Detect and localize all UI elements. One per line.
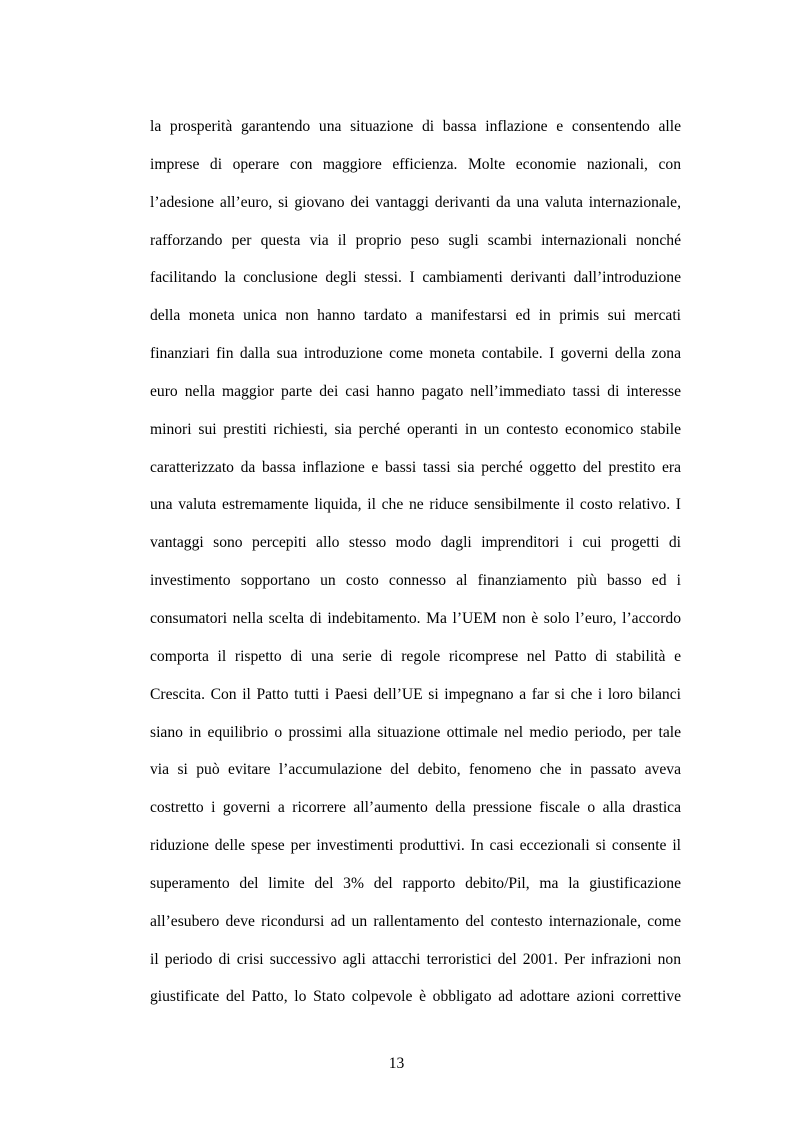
text-line: comporta il rispetto di una serie di regole ricomprese nel Patto di stabilità e [150,647,681,665]
text-line: il periodo di crisi successivo agli attacchi terroristici del 2001. Per infrazioni non [150,950,681,968]
text-line: la prosperità garantendo una situazione di bassa inflazione e consentendo alle [150,118,681,135]
text-line: all’esubero deve ricondursi ad un rallentamento del contesto internazionale, come [150,912,681,930]
text-line: Crescita. Con il Patto tutti i Paesi dell’UE si impegnano a far si che i loro bilanci [150,685,681,703]
text-line: giustificate del Patto, lo Stato colpevole è obbligato ad adottare azioni correttive [150,988,681,1006]
text-line: rafforzando per questa via il proprio peso sugli scambi internazionali nonché [150,231,681,249]
text-line: siano in equilibrio o prossimi alla situazione ottimale nel medio periodo, per tale [150,723,681,741]
text-line: della moneta unica non hanno tardato a manifestarsi ed in primis sui mercati [150,307,681,325]
text-line: consumatori nella scelta di indebitamento. Ma l’UEM non è solo l’euro, l’accordo [150,609,681,627]
text-line: investimento sopportano un costo connesso al finanziamento più basso ed i [150,572,681,590]
text-line: l’adesione all’euro, si giovano dei vantaggi derivanti da una valuta internazionale, [150,193,681,211]
text-line: superamento del limite del 3% del rapporto debito/Pil, ma la giustificazione [150,874,681,892]
text-line: costretto i governi a ricorrere all’aumento della pressione fiscale o alla drastica [150,799,681,817]
body-paragraph [150,114,681,1022]
text-line: facilitando la conclusione degli stessi. I cambiamenti derivanti dall’introduzione [150,269,681,287]
page-number: 13 [388,1055,405,1072]
text-line: via si può evitare l’accumulazione del debito, fenomeno che in passato aveva [150,761,681,779]
text-line: vantaggi sono percepiti allo stesso modo dagli imprenditori i cui progetti di [150,534,681,552]
text-line: una valuta estremamente liquida, il che ne riduce sensibilmente il costo relativo. I [150,496,681,514]
text-line: finanziari fin dalla sua introduzione come moneta contabile. I governi della zona [150,345,681,363]
text-line: minori sui prestiti richiesti, sia perché operanti in un contesto economico stabile [150,420,681,438]
text-line: imprese di operare con maggiore efficienza. Molte economie nazionali, con [150,155,681,173]
text-line: caratterizzato da bassa inflazione e bassi tassi sia perché oggetto del prestito era [150,458,681,476]
text-line: euro nella maggior parte dei casi hanno pagato nell’immediato tassi di interesse [150,382,681,400]
text-line: riduzione delle spese per investimenti produttivi. In casi eccezionali si consente il [150,837,681,855]
